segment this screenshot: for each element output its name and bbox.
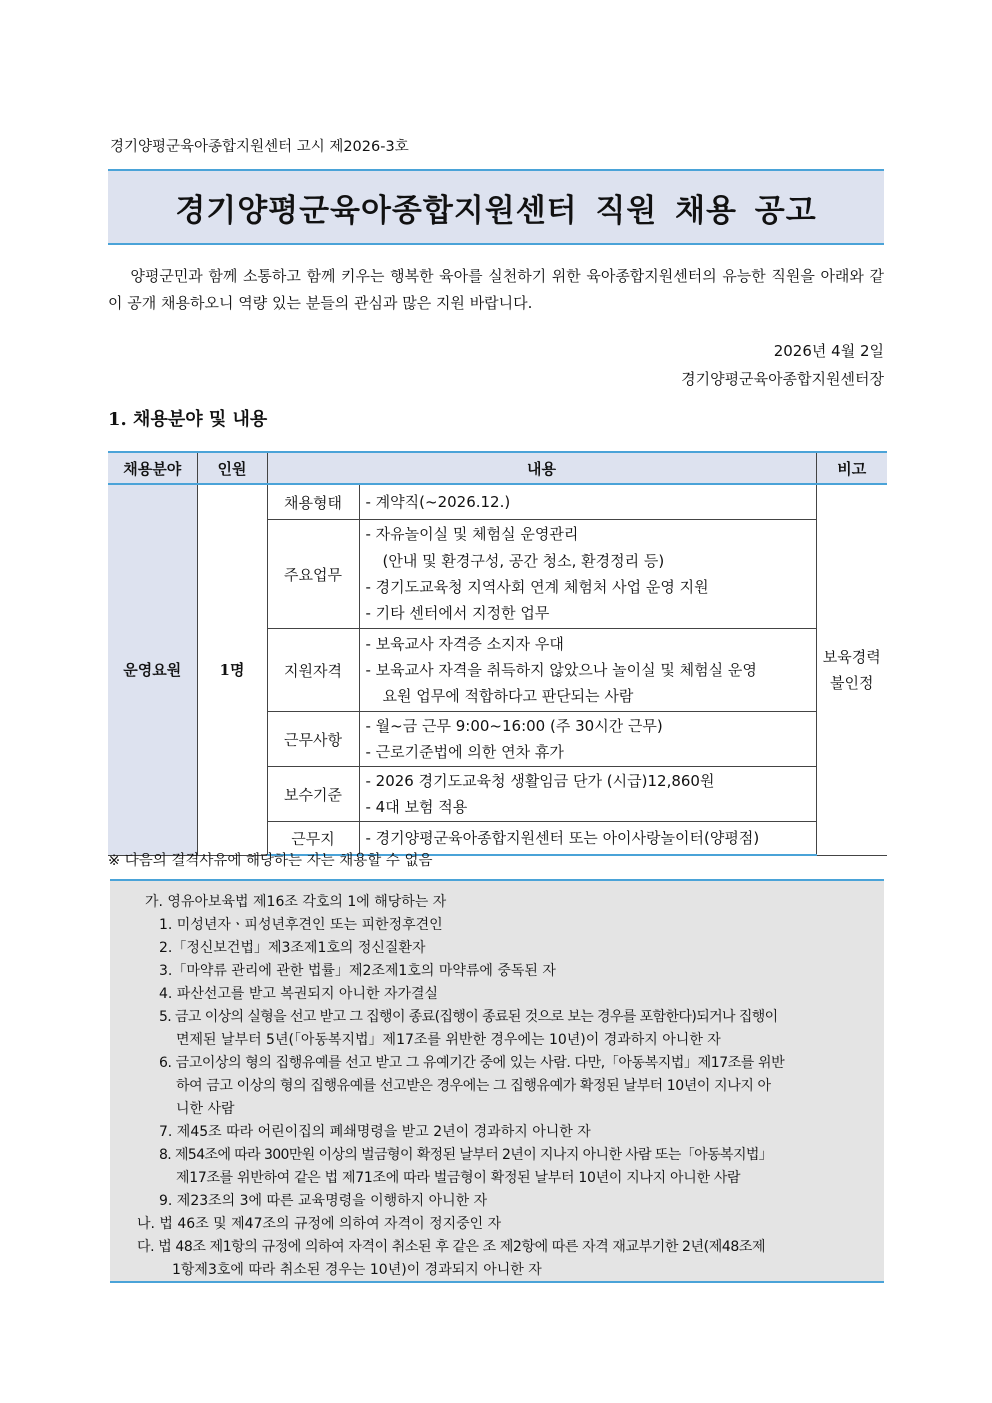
category-cell: 근무지 [267,822,359,856]
detail-line: 요원 업무에 적합하다고 판단되는 사람 [382,687,634,706]
disqualification-item: 하여 금고 이상의 형의 집행유예를 선고받은 경우에는 그 집행유예가 확정된 날부터 10년이 지나지 아 [176,1078,771,1094]
disqualification-item: 5. 금고 이상의 실형을 선고 받고 그 집행이 종료(집행이 종료된 것으로 보는 경우를 포함한다)되거나 집행이 [159,1009,778,1025]
section-heading: 1. 채용분야 및 내용 [108,409,268,430]
column-header-content: 내용 [267,452,816,484]
table-header-row [108,452,887,484]
disqualification-item: 8. 제54조에 따라 300만원 이상의 벌금형이 확정된 날부터 2년이 지나지 아니한 사람 또는「아동복지법」 [159,1147,773,1163]
disqualification-item: 2.「정신보건법」제3조제1호의 정신질환자 [159,940,426,956]
category-cell: 채용형태 [267,484,359,520]
category-cell: 근무사항 [267,712,359,767]
disqualification-item: 나. 법 46조 및 제47조의 규정에 의하여 자격이 정지중인 자 [137,1216,502,1232]
announcement-date: 2026년 4월 2일 [773,342,884,360]
detail-line: - 보육교사 자격증 소지자 우대 [365,634,564,653]
note-line: 보육경력 [822,647,881,666]
detail-line: - 계약직(~2026.12.) [365,492,511,511]
detail-line: - 월~금 근무 9:00~16:00 (주 30시간 근무) [365,716,663,735]
detail-cell [359,712,816,767]
disqualification-item: 9. 제23조의 3에 따른 교육명령을 이행하지 아니한 자 [159,1193,488,1209]
note-cell [816,484,887,855]
detail-line: - 4대 보험 적용 [365,798,468,816]
count-cell: 1명 [197,484,267,855]
detail-cell [359,629,816,712]
detail-line: - 경기도교육청 지역사회 연계 체험처 사업 운영 지원 [365,578,709,596]
detail-cell [359,767,816,822]
category-cell: 주요업무 [267,520,359,629]
detail-line: - 기타 센터에서 지정한 업무 [365,604,550,623]
disqualification-item: 1항제3호에 따라 취소된 경우는 10년)이 경과되지 아니한 자 [172,1262,542,1278]
detail-line: - 근로기준법에 의한 연차 휴가 [365,743,564,761]
disqualification-box [110,879,884,1283]
category-cell: 보수기준 [267,767,359,822]
disqualification-item: 니한 사람 [176,1101,235,1117]
column-header-note: 비고 [816,452,887,484]
disqualification-item: 가. 영유아보육법 제16조 각호의 1에 해당하는 자 [145,894,447,910]
recruitment-table [108,451,887,856]
notice-number: 경기양평군육아종합지원센터 고시 제2026-3호 [110,139,409,155]
disqualification-item: 면제된 날부터 5년(「아동복지법」제17조를 위반한 경우에는 10년)이 경과하지 아니한 자 [176,1032,721,1048]
title-banner [108,169,884,245]
detail-line: - 보육교사 자격을 취득하지 않았으나 놀이실 및 체험실 운영 [365,660,757,679]
category-cell: 지원자격 [267,629,359,712]
disqualification-item: 4. 파산선고를 받고 복권되지 아니한 자가결실 [159,986,439,1002]
disqualification-item: 1. 미성년자ㆍ피성년후견인 또는 피한정후견인 [159,917,443,933]
disqualification-item: 6. 금고이상의 형의 집행유예를 선고 받고 그 유예기간 중에 있는 사람. 다만,「아동복지법」제17조를 위반 [159,1055,785,1071]
detail-cell [359,484,816,520]
signer: 경기양평군육아종합지원센터장 [681,370,884,388]
intro-paragraph [108,263,884,317]
column-header-count: 인원 [197,452,267,484]
detail-cell [359,520,816,629]
disqualification-intro: ※ 다음의 결격사유에 해당하는 자는 채용할 수 없음 [108,853,433,869]
disqualification-item: 제17조를 위반하여 같은 법 제71조에 따라 벌금형이 확정된 날부터 10년이 지나지 아니한 사람 [176,1170,741,1186]
detail-line: - 경기양평군육아종합지원센터 또는 아이사랑놀이터(양평점) [365,828,760,847]
disqualification-item: 3.「마약류 관리에 관한 법률」제2조제1호의 마약류에 중독된 자 [159,963,556,979]
field-cell: 운영요원 [108,484,197,855]
intro-text: 양평군민과 함께 소통하고 함께 키우는 행복한 육아를 실천하기 위한 육아종합지원센터의 유능한 직원을 아래와 같이 공개 채용하오니 역량 있는 분들의 관심과 많은 지원 바랍니다. [108,267,884,312]
column-header-field: 채용분야 [108,452,197,484]
page-title: 경기양평군육아종합지원센터 직원 채용 공고 [175,192,817,229]
detail-line: (안내 및 환경구성, 공간 청소, 환경정리 등) [382,551,665,570]
disqualification-item: 7. 제45조 따라 어린이집의 폐쇄명령을 받고 2년이 경과하지 아니한 자 [159,1124,591,1140]
disqualification-item: 다. 법 48조 제1항의 규정에 의하여 자격이 취소된 후 같은 조 제2항에 따른 자격 재교부기한 2년(제48조제 [137,1239,766,1255]
note-line: 불인정 [830,673,874,692]
detail-line: - 자유놀이실 및 체험실 운영관리 [365,525,579,544]
table-row [108,484,887,520]
detail-line: - 2026 경기도교육청 생활임금 단가 (시급)12,860원 [365,771,715,790]
